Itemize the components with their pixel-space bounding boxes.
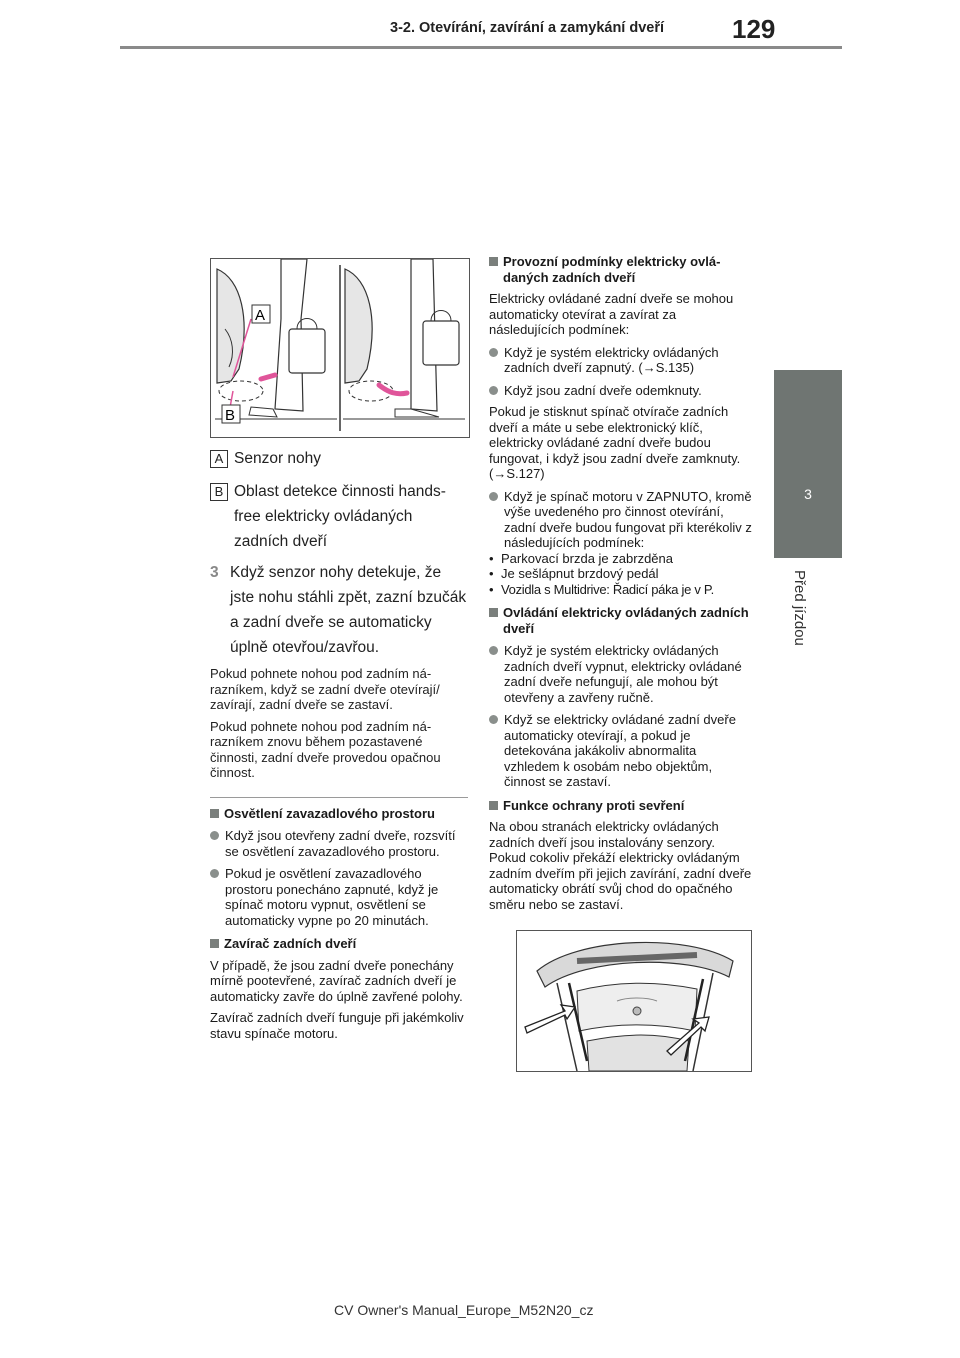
round-bullet-icon (210, 869, 219, 878)
list-item: Když jsou otevřeny zadní dveře, rozsvítí se osvětlení zavazadlového prostoru. (210, 828, 468, 859)
paragraph: Na obou stranách elektricky ovládaných zadních dveří jsou instalovány senzory. Pokud cokoliv překáží elektricky ovládaným zadním dveřím při jejich zavírání, zadní dveře automaticky obrátí svůj chod do opačného směru nebo se zastaví. (489, 819, 752, 912)
right-column (489, 254, 755, 1072)
square-bullet-icon (210, 809, 219, 818)
heading-jam-protection: Funkce ochrany proti sevření (489, 798, 755, 814)
back-door-sensor-illustration (516, 930, 752, 1072)
sub-list-item: • Je sešlápnut brzdový pedál (489, 566, 659, 581)
label-b: B (225, 407, 236, 424)
label-a: A (255, 307, 266, 324)
heading-operating-conditions: Provozní podmínky elektricky ovládaných zadních dveří (489, 254, 755, 285)
round-bullet-icon (210, 831, 219, 840)
section-divider (210, 797, 468, 798)
page-number: 129 (732, 14, 776, 44)
sub-list-item: • Vozidla s Multidrive: Řadicí páka je v P. (489, 581, 714, 597)
kick-sensor-illustration (210, 258, 470, 438)
left-column (210, 258, 468, 1041)
chapter-number: 3 (804, 486, 812, 502)
header-divider (120, 46, 842, 49)
round-bullet-icon (489, 386, 498, 395)
paragraph: Zavírač zadních dveří funguje při jakémkoliv stavu spínače motoru. (210, 1010, 464, 1041)
square-bullet-icon (210, 939, 219, 948)
square-bullet-icon (489, 801, 498, 810)
note-1: Pokud pohnete nohou pod zadním nárazníkem, když se zadní dveře otevírají/ zavírají, zadní dveře se zastaví. (210, 666, 440, 712)
list-item: Když je spínač motoru v ZAPNUTO, kromě výše uvedeného pro činnost otevírání, zadní dveře budou fungovat při kterékoliv z následujících podmínek: (489, 489, 755, 551)
step-3: 3 Když senzor nohy detekuje, že jste nohu stáhli zpět, zazní bzučák a zadní dveře se automaticky úplně otevřou/zavřou. (210, 564, 467, 656)
note-2: Pokud pohnete nohou pod zadním nárazníkem znovu během pozastavené činnosti, zadní dveře provedou opačnou činnost. (210, 718, 441, 780)
legend-a: A Senzor nohy (210, 446, 468, 471)
footer-text: CV Owner's Manual_Europe_M52N20_cz (334, 1302, 594, 1318)
round-bullet-icon (489, 715, 498, 724)
sub-list-item: • Parkovací brzda je zabrzděna (489, 550, 673, 566)
round-bullet-icon (489, 492, 498, 501)
list-item: Když jsou zadní dveře odemknuty. (489, 383, 755, 399)
chapter-tab (774, 370, 842, 558)
chapter-label: Před jízdou (791, 570, 808, 646)
paragraph: Pokud je stisknut spínač otvírače zadních dveří a máte u sebe elektronický klíč, elektricky ovládané zadní dveře budou fungovat, i když jsou zadní dveře zamknuty. (→S.127) (489, 404, 741, 481)
legend-b: B Oblast detekce činnosti hands-free elektricky ovládaných zadních dveří (210, 479, 468, 554)
list-item: Když je systém elektricky ovládaných zadních dveří zapnutý. (→S.135) (489, 345, 755, 376)
list-item: Když se elektricky ovládané zadní dveře automaticky otevírají, a pokud je detekována jakákoliv abnormalita vzhledem k osobám nebo objektům, činnost se zastaví. (489, 712, 755, 790)
heading-door-control: Ovládání elektricky ovládaných zadních dveří (489, 605, 755, 636)
section-title: 3-2. Otevírání, zavírání a zamykání dveří (390, 20, 665, 36)
paragraph: V případě, že jsou zadní dveře ponechány mírně pootevřené, zavírač zadních dveří je automaticky zavře do úplně zavřené polohy. (210, 957, 463, 1004)
list-item: Pokud je osvětlení zavazadlového prostoru ponecháno zapnuté, když je spínač motoru vypnut, osvětlení se automaticky vypne po 20 minutách. (210, 866, 468, 928)
heading-luggage-light: Osvětlení zavazadlového prostoru (210, 806, 468, 822)
heading-door-closer: Zavírač zadních dveří (210, 936, 468, 952)
list-item: Když je systém elektricky ovládaných zadních dveří vypnut, elektricky ovládané zadní dveře nefungují, ale mohou být otevřeny a zavřeny ručně. (489, 643, 755, 705)
square-bullet-icon (489, 608, 498, 617)
round-bullet-icon (489, 646, 498, 655)
round-bullet-icon (489, 348, 498, 357)
paragraph: Elektricky ovládané zadní dveře se mohou automaticky otevírat a zavírat za následujících podmínek: (489, 291, 734, 337)
square-bullet-icon (489, 257, 498, 266)
